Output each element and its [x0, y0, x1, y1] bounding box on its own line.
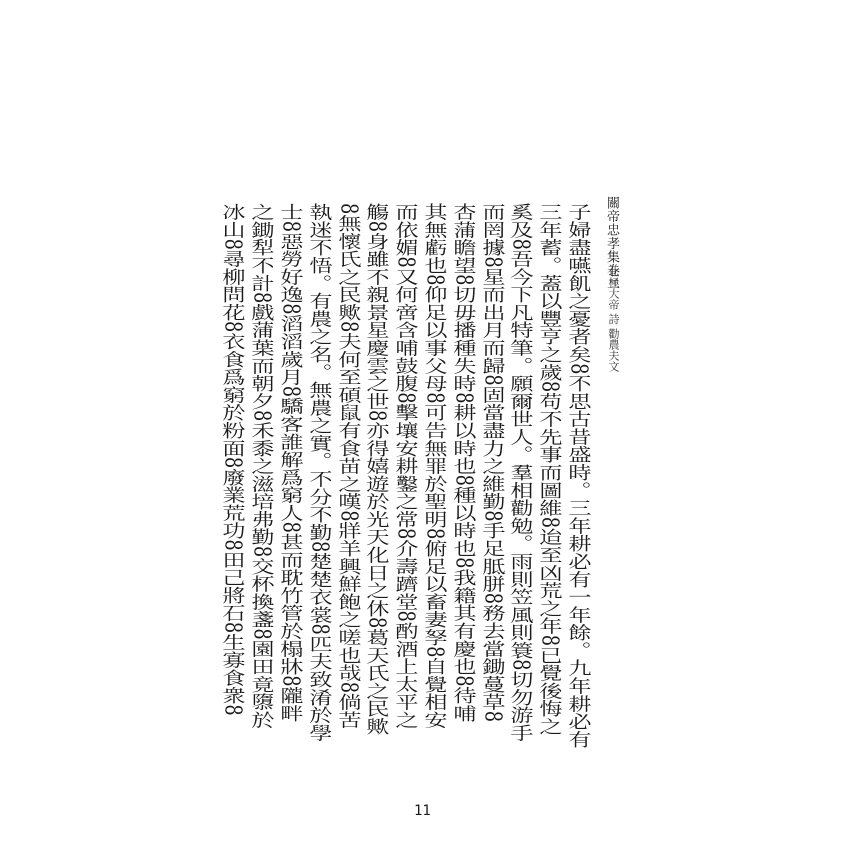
- text-column: 士8惡勞好逸8滔滔歲月8驕客誰解爲窮人8甚而耽竹管於榻牀8隴畔: [277, 203, 305, 723]
- text-column: 冰山8尋柳問花8衣食爲窮於粉面8廢業荒功8田己將石8生寡食衆8: [219, 203, 247, 716]
- text-column: 執迷不悟。有農之名。無農之實。不分不勤8楚楚衣裳8匹夫致淆於學: [305, 203, 334, 742]
- text-column: 三年蓄。蓋以豐亨之歲8苟不先事而圖維8迨至凶荒之年8已覺後悔之: [536, 203, 564, 736]
- page-number: 11: [414, 803, 431, 819]
- text-column: 奚及8吾今下凡特筆。願爾世人。羣相勸勉。雨則笠風則簑8切勿游手: [507, 203, 535, 742]
- text-column: 之鋤犁不計8戲蒲葉而朝夕8禾黍之滋培弗勤8交杯換盞8園田竟隳於: [248, 203, 276, 729]
- text-column: 子婦盡嚥飢之憂者矣8不思古昔盛時。三年耕必有一年餘。九年耕必有: [565, 203, 593, 749]
- section-title: 北極大帝 詩 勸農夫文: [607, 266, 620, 372]
- text-column: 杏蒲瞻望8切毋播種失時8耕以時也8種以時也8我籍其有慶也8待哺: [449, 203, 478, 723]
- book-title: 關帝忠孝集卷二: [604, 196, 619, 291]
- text-column: 而罔據8星而出月而歸8固當盡力之維勤8手足胝胼8務去當鋤蔓草8: [478, 203, 506, 723]
- text-column: 8無懷氏之民歟8夫何至碩鼠有食苗之嘆8牂羊興鮮飽之嗟也哉8倘苦: [334, 203, 362, 729]
- text-column: 其無虧也8仰足以事父母8可告無罪於聖明8俯足以畜妻孥8自覺相安: [421, 203, 449, 729]
- text-column: 觴8身雖不親景星慶雲之世8亦得嬉遊於光天化日之休8葛天氏之民歟: [363, 203, 391, 736]
- text-column: 而依媚8又何啻含哺鼓腹8擊壤安耕鑿之常8介壽躋堂8酌酒上太平之: [392, 203, 420, 729]
